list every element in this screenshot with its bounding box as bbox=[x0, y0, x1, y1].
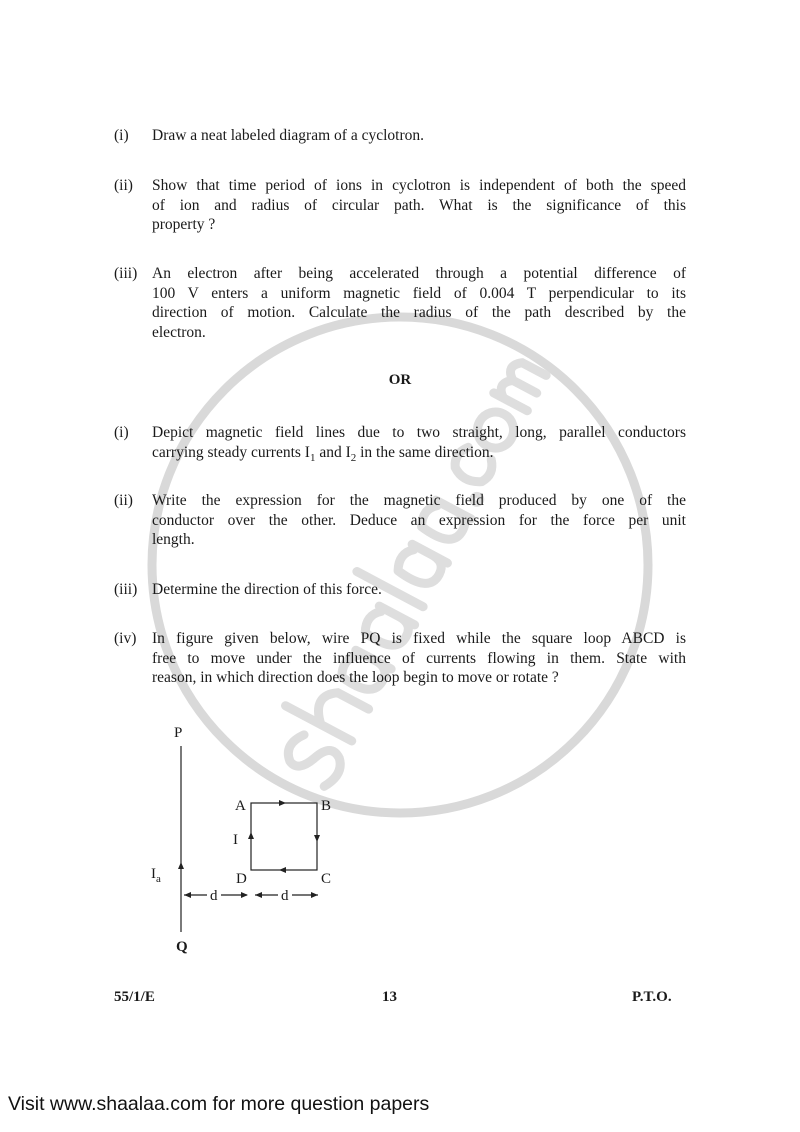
visit-website-link[interactable]: Visit www.shaalaa.com for more question papers bbox=[8, 1093, 430, 1115]
question-text: In figure given below, wire PQ is fixed while the square loop ABCD is bbox=[152, 630, 686, 647]
item-number: (ii) bbox=[114, 492, 133, 509]
question-text: of ion and radius of circular path. What is the significance of this bbox=[152, 196, 686, 214]
page-number: 13 bbox=[382, 989, 397, 1005]
label-a: A bbox=[235, 798, 246, 814]
item-number: (ii) bbox=[114, 177, 133, 194]
question-text: length. bbox=[152, 531, 195, 549]
question-text: property ? bbox=[152, 216, 216, 234]
please-turn-over: P.T.O. bbox=[632, 989, 672, 1005]
text-part: and I bbox=[315, 443, 351, 461]
question-text: Depict magnetic field lines due to two straight, long, parallel conductors bbox=[152, 424, 686, 441]
label-current-i: I bbox=[233, 832, 238, 848]
question-text: electron. bbox=[152, 323, 206, 341]
arrow-left-icon bbox=[184, 892, 191, 898]
square-loop-abcd bbox=[251, 803, 317, 870]
label-b: B bbox=[321, 798, 332, 814]
question-text: Show that time period of ions in cyclotron is independent of both the speed bbox=[152, 177, 686, 194]
question-text: An electron after being accelerated through a potential difference of bbox=[152, 265, 686, 282]
question-text: Determine the direction of this force. bbox=[152, 581, 382, 598]
item-number: (i) bbox=[114, 424, 129, 441]
question-text: Draw a neat labeled diagram of a cyclotron. bbox=[152, 127, 424, 144]
arrow-up-icon bbox=[178, 862, 184, 869]
arrow-right-icon bbox=[241, 892, 248, 898]
subscript: 2 bbox=[350, 451, 357, 464]
arrow-up-icon bbox=[248, 832, 254, 839]
label-d: D bbox=[236, 871, 247, 887]
or-separator: OR bbox=[388, 372, 412, 388]
arrow-left-icon bbox=[279, 867, 286, 873]
question-text: Write the expression for the magnetic field produced by one of the bbox=[152, 492, 686, 509]
question-text: direction of motion. Calculate the radius of the path described by the bbox=[152, 304, 686, 322]
item-number: (i) bbox=[114, 127, 129, 144]
label-q: Q bbox=[176, 939, 188, 955]
item-number: (iii) bbox=[114, 265, 138, 282]
label-distance-d: d bbox=[210, 888, 218, 904]
label-current-ia bbox=[151, 866, 161, 885]
question-text: 100 V enters a uniform magnetic field of 0.004 T perpendicular to its bbox=[152, 284, 686, 302]
item-number: (iii) bbox=[114, 581, 138, 598]
arrow-right-icon bbox=[279, 800, 286, 806]
label-current-ia-main: I bbox=[151, 866, 156, 882]
label-c: C bbox=[321, 871, 332, 887]
label-current-ia-sub: a bbox=[156, 873, 161, 885]
arrow-down-icon bbox=[314, 835, 320, 842]
text-part: carrying steady currents I bbox=[152, 443, 310, 461]
text-part: in the same direction. bbox=[356, 443, 494, 461]
item-number: (iv) bbox=[114, 630, 137, 647]
subscript: 1 bbox=[309, 451, 316, 464]
label-p: P bbox=[174, 725, 183, 741]
arrow-right-icon bbox=[311, 892, 318, 898]
label-distance-d: d bbox=[281, 888, 289, 904]
question-text: reason, in which direction does the loop begin to move or rotate ? bbox=[152, 669, 559, 687]
arrow-left-icon bbox=[255, 892, 262, 898]
question-text: conductor over the other. Deduce an expression for the force per unit bbox=[152, 511, 686, 529]
paper-code: 55/1/E bbox=[114, 989, 155, 1005]
question-text: free to move under the influence of currents flowing in them. State with bbox=[152, 649, 686, 667]
